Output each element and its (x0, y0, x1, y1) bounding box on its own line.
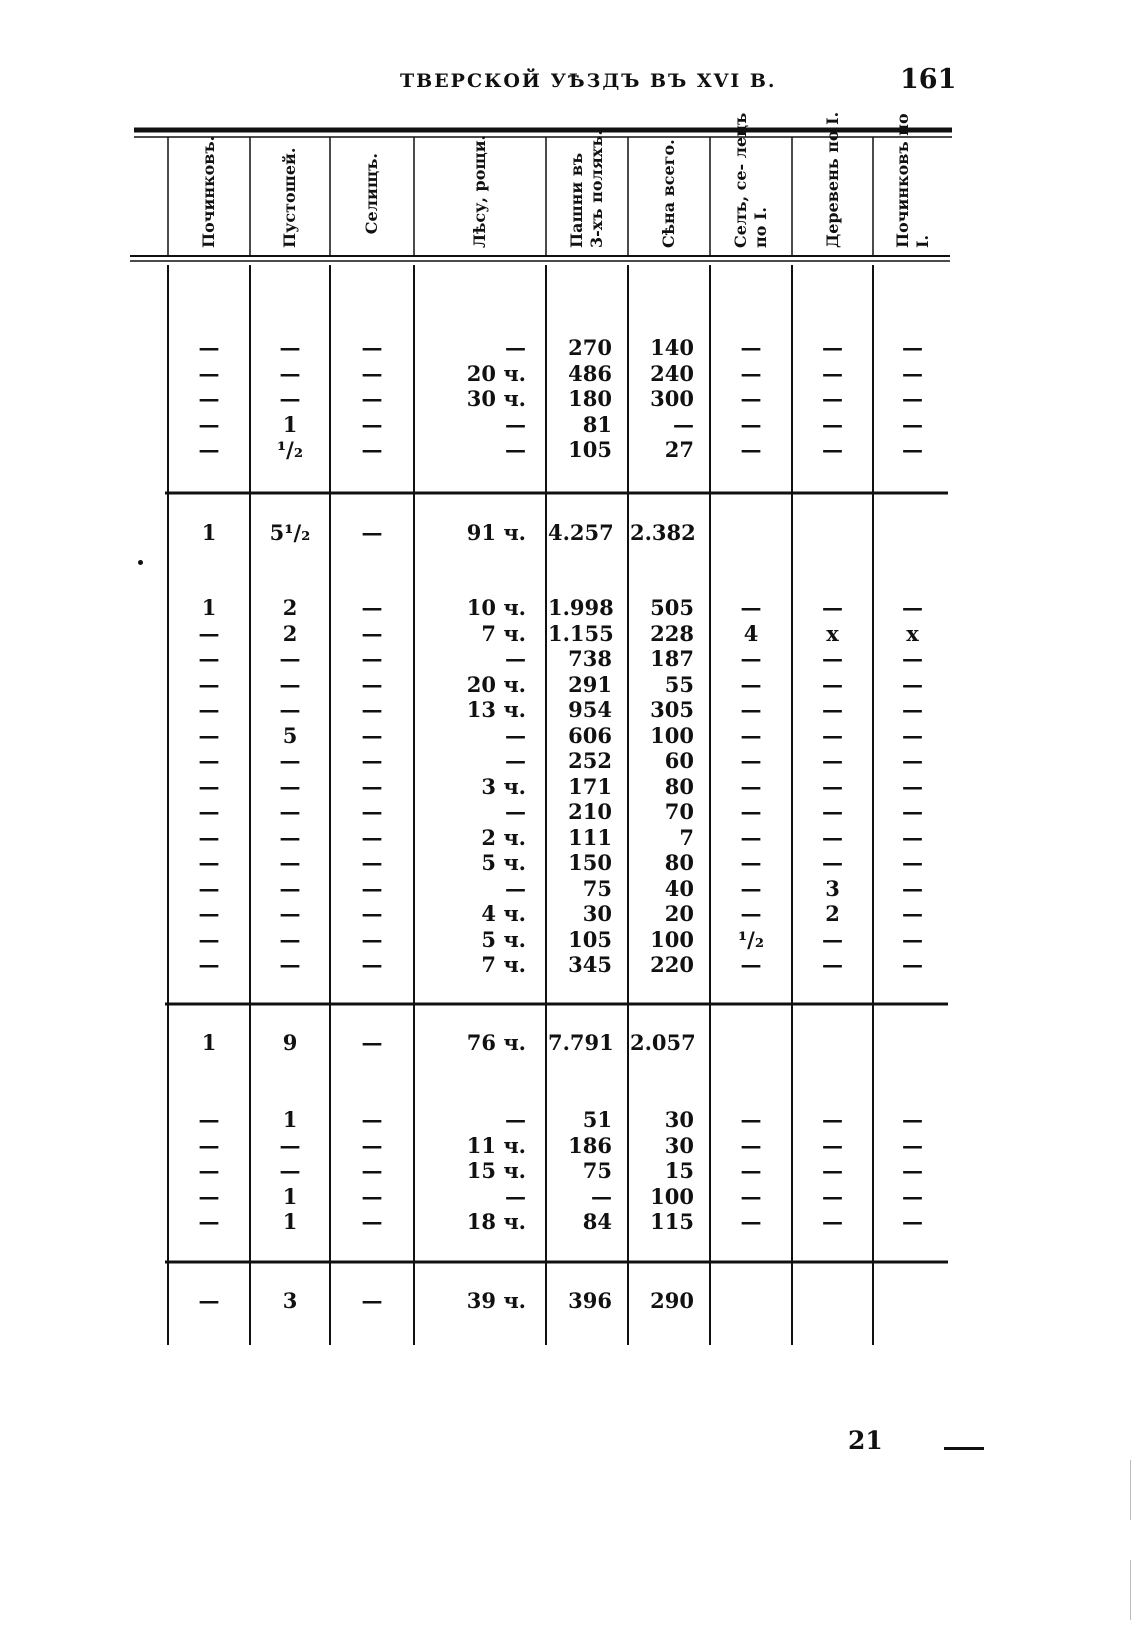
table-row-cell: — (361, 799, 383, 824)
table-row-cell: 80 (664, 773, 694, 799)
table-row-cell: 60 (664, 748, 694, 773)
table-row-cell: — (822, 595, 843, 620)
page-title: ТВЕРСКОЙ УѢЗДЪ ВЪ XVI В. (400, 70, 777, 92)
table-row-cell: — (902, 952, 923, 977)
column-header-text: I. (912, 234, 932, 248)
table-row-cell: — (198, 1158, 220, 1183)
table-row-cell: — (198, 722, 220, 748)
table-row-cell: — (902, 437, 923, 462)
total-row-cell: 2.057 (630, 1030, 696, 1055)
table-row-cell: — (902, 697, 923, 722)
table-row-cell: — (279, 952, 301, 977)
table-row-cell: 20 (664, 901, 694, 926)
table-row-cell: 81 (582, 411, 612, 437)
margin-dot (138, 560, 143, 565)
table-row-cell: 70 (664, 799, 694, 824)
table-row-cell: — (198, 1132, 220, 1158)
table-row-cell: — (902, 360, 923, 386)
table-row-cell: 186 (568, 1132, 612, 1158)
table-row-cell: x (906, 620, 919, 646)
table-row-cell: — (361, 335, 383, 360)
table-row-cell: — (740, 1209, 762, 1234)
table-row-cell: 40 (664, 875, 694, 901)
table-row-cell: 100 (650, 722, 694, 748)
table-row-cell: — (361, 595, 383, 620)
table-row-cell: — (902, 386, 923, 411)
table-row-cell: 20 ч. (466, 360, 526, 386)
total-row-cell: — (361, 1030, 383, 1055)
table-row-cell: ¹/₂ (737, 926, 765, 952)
table-row-cell: — (822, 926, 843, 952)
table-row-cell: — (822, 646, 843, 671)
table-row-cell: — (279, 799, 301, 824)
table-row-cell: 3 (825, 875, 840, 901)
table-row-cell: — (822, 952, 843, 977)
total-row-cell: 396 (568, 1288, 612, 1313)
table-row-cell: 187 (650, 646, 694, 671)
table-row-cell: — (822, 411, 843, 437)
table-row-cell: — (198, 411, 220, 437)
table-row-cell: — (505, 748, 526, 773)
table-row-cell: 1 (201, 595, 217, 620)
table-row-cell: — (361, 901, 383, 926)
table-row-cell: — (198, 824, 220, 850)
table-row-cell: — (740, 748, 762, 773)
table-row-cell: — (505, 411, 526, 437)
column-header-text: Починковъ. (199, 135, 218, 248)
table-row-cell: 486 (568, 360, 612, 386)
table-row-cell: — (822, 360, 843, 386)
table-row-cell: — (505, 437, 526, 462)
table-row-cell: 2 ч. (481, 824, 526, 850)
table-row-cell: 115 (650, 1209, 694, 1234)
table-row-cell: — (279, 850, 301, 875)
table-row-cell: — (279, 748, 301, 773)
table-row-cell: — (361, 646, 383, 671)
table-row-cell: — (902, 748, 923, 773)
table-row-cell: — (822, 722, 843, 748)
table-row-cell: — (198, 1107, 220, 1132)
column-header-text: Лѣсу, рощи. (470, 134, 489, 248)
total-row-cell: 39 ч. (466, 1288, 526, 1313)
table-row-cell: — (822, 773, 843, 799)
total-row-cell: 9 (282, 1030, 298, 1055)
table-row-cell: — (279, 901, 301, 926)
table-row-cell: — (740, 335, 762, 360)
table-row-cell: — (902, 926, 923, 952)
column-header (731, 112, 826, 288)
total-row-cell: — (361, 1288, 383, 1313)
table-row-cell: — (361, 1183, 383, 1209)
signature-mark: 21 (848, 1426, 883, 1455)
table-row-cell: — (740, 595, 762, 620)
table-row-cell: 80 (664, 850, 694, 875)
table-row-cell: — (279, 671, 301, 697)
table-row-cell: — (279, 335, 301, 360)
table-row-cell: — (740, 1183, 762, 1209)
total-row-cell: 76 ч. (466, 1030, 526, 1055)
column-header-text: 3-хъ поляхъ. (587, 129, 606, 248)
table-row-cell: 84 (582, 1209, 612, 1234)
table-row-cell: 1 (282, 411, 298, 437)
table-row-cell: 220 (650, 952, 694, 977)
table-row-cell: 150 (568, 850, 612, 875)
table-row-cell: 2 (282, 620, 298, 646)
table-row-cell: — (902, 671, 923, 697)
table-row-cell: — (740, 773, 762, 799)
table-row-cell: — (902, 824, 923, 850)
table-row-cell: 1.155 (548, 620, 614, 646)
table-row-cell: — (361, 386, 383, 411)
total-row-cell: 290 (650, 1288, 694, 1313)
table-row-cell: — (902, 335, 923, 360)
total-row-cell: — (198, 1288, 220, 1313)
table-row-cell: 30 ч. (466, 386, 526, 411)
table-row-cell: — (198, 620, 220, 646)
table-row-cell: 5 ч. (481, 850, 526, 875)
table-row-cell: 15 ч. (466, 1158, 526, 1183)
table-row-cell: — (279, 1158, 301, 1183)
table-row-cell: 27 (664, 437, 694, 462)
table-row-cell: 20 ч. (466, 671, 526, 697)
table-row-cell: — (591, 1183, 612, 1209)
table-row-cell: 75 (582, 1158, 612, 1183)
table-row-cell: — (361, 722, 383, 748)
total-row-cell: 2.382 (630, 520, 696, 545)
table-row-cell: 55 (664, 671, 694, 697)
table-row-cell: 100 (650, 1183, 694, 1209)
table-row-cell: — (740, 1132, 762, 1158)
column-header-text: Пустошей. (280, 147, 299, 248)
total-row-cell: 4.257 (548, 520, 614, 545)
table-row-cell: 1.998 (548, 595, 614, 620)
table-row-cell: 228 (650, 620, 694, 646)
table-row-cell: — (740, 437, 762, 462)
table-row-cell: — (740, 1107, 762, 1132)
table-row-cell: 7 ч. (481, 620, 526, 646)
table-row-cell: — (361, 850, 383, 875)
table-row-cell: — (673, 411, 694, 437)
table-row-cell: — (198, 799, 220, 824)
total-row-cell: 7.791 (548, 1030, 614, 1055)
total-row-cell: — (361, 520, 383, 545)
table-row-cell: 30 (664, 1132, 694, 1158)
table-row-cell: — (902, 1183, 923, 1209)
table-row-cell: — (740, 799, 762, 824)
total-row-cell: 3 (282, 1288, 298, 1313)
table-row-cell: — (198, 335, 220, 360)
table-row-cell: 105 (568, 926, 612, 952)
table-row-cell: — (902, 875, 923, 901)
table-row-cell: — (740, 952, 762, 977)
table-row-cell: 111 (568, 824, 612, 850)
table-row-cell: — (740, 901, 762, 926)
table-row-cell: — (361, 1107, 383, 1132)
table-row-cell: — (198, 437, 220, 462)
table-row-cell: 954 (568, 697, 612, 722)
table-row-cell: — (822, 1132, 843, 1158)
table-row-cell: — (505, 335, 526, 360)
table-row-cell: 300 (650, 386, 694, 411)
table-row-cell: — (505, 1107, 526, 1132)
table-row-cell: — (198, 850, 220, 875)
column-header-text: Сѣна всего. (659, 139, 678, 248)
table-row-cell: — (740, 386, 762, 411)
table-row-cell: 1 (282, 1107, 298, 1132)
table-row-cell: 4 ч. (481, 901, 526, 926)
column-header-text: по I. (751, 206, 770, 248)
table-row-cell: — (822, 748, 843, 773)
table-row-cell: — (740, 1158, 762, 1183)
table-row-cell: — (361, 748, 383, 773)
table-row-cell: 505 (650, 595, 694, 620)
table-row-cell: 5 (282, 722, 298, 748)
signature-dash (944, 1447, 984, 1450)
table-row-cell: — (198, 360, 220, 386)
table-row-cell: 180 (568, 386, 612, 411)
total-row-cell: 1 (201, 520, 217, 545)
column-header (362, 153, 457, 268)
table-row-cell: — (902, 1209, 923, 1234)
table-row-cell: — (198, 926, 220, 952)
table-row-cell: — (361, 1209, 383, 1234)
table-row-cell: — (822, 824, 843, 850)
table-row-cell: — (198, 748, 220, 773)
table-row-cell: — (198, 1209, 220, 1234)
table-row-cell: 2 (825, 901, 840, 926)
table-row-cell: — (902, 722, 923, 748)
table-row-cell: — (740, 824, 762, 850)
table-row-cell: 2 (282, 595, 298, 620)
table-row-cell: — (902, 1158, 923, 1183)
column-header-text: Селъ, се- лецъ (731, 112, 750, 248)
table-row-cell: 10 ч. (466, 595, 526, 620)
table-row-cell: — (902, 411, 923, 437)
column-header-text: Селищъ. (362, 153, 381, 235)
table-row-cell: — (198, 901, 220, 926)
table-row-cell: — (198, 646, 220, 671)
table-row-cell: — (505, 875, 526, 901)
column-header (892, 113, 988, 288)
table-row-cell: — (279, 360, 301, 386)
total-row-cell: 1 (201, 1030, 217, 1055)
edge-scan-mark (1130, 1460, 1131, 1520)
table-row-cell: 30 (664, 1107, 694, 1132)
table-row-cell: 11 ч. (466, 1132, 526, 1158)
table-row-cell: 252 (568, 748, 612, 773)
table-row-cell: 51 (582, 1107, 612, 1132)
table-row-cell: — (361, 411, 383, 437)
table-row-cell: — (361, 671, 383, 697)
table-row-cell: — (361, 437, 383, 462)
edge-scan-mark (1130, 1560, 1131, 1620)
table-row-cell: — (361, 360, 383, 386)
table-row-cell: — (198, 386, 220, 411)
table-row-cell: 240 (650, 360, 694, 386)
table-row-cell: — (822, 850, 843, 875)
table-row-cell: — (361, 697, 383, 722)
table-row-cell: — (198, 671, 220, 697)
table-row-cell: — (198, 697, 220, 722)
table-row-cell: — (198, 1183, 220, 1209)
table-row-cell: — (505, 1183, 526, 1209)
column-header (567, 129, 662, 288)
table-row-cell: — (902, 1107, 923, 1132)
table-row-cell: x (826, 620, 839, 646)
page-number: 161 (900, 64, 957, 95)
table-row-cell: — (740, 850, 762, 875)
table-row-cell: — (740, 697, 762, 722)
table-row-cell: — (902, 1132, 923, 1158)
table-row-cell: 140 (650, 335, 694, 360)
table-row-cell: 5 ч. (481, 926, 526, 952)
table-row-cell: — (822, 1183, 843, 1209)
table-row-cell: — (902, 901, 923, 926)
table-row-cell: — (822, 335, 843, 360)
table-row-cell: 7 ч. (481, 952, 526, 977)
table-row-cell: 738 (568, 646, 612, 671)
table-row-cell: — (822, 697, 843, 722)
table-row-cell: — (279, 773, 301, 799)
table-row-cell: 15 (664, 1158, 694, 1183)
table-row-cell: 1 (282, 1209, 298, 1234)
table-row-cell: — (361, 875, 383, 901)
table-row-cell: 75 (582, 875, 612, 901)
table-row-cell: — (279, 386, 301, 411)
table-row-cell: — (198, 773, 220, 799)
table-row-cell: — (361, 926, 383, 952)
table-row-cell: 100 (650, 926, 694, 952)
table-row-cell: — (279, 697, 301, 722)
total-row-cell: 91 ч. (466, 520, 526, 545)
table-row-cell: — (902, 646, 923, 671)
table-row-cell: 291 (568, 671, 612, 697)
table-row-cell: — (361, 773, 383, 799)
table-row-cell: — (822, 437, 843, 462)
total-row-cell: 5¹/₂ (269, 520, 311, 545)
table-row-cell: — (740, 411, 762, 437)
table-row-cell: — (822, 799, 843, 824)
table-row-cell: 3 ч. (481, 773, 526, 799)
table-row-cell: — (279, 824, 301, 850)
table-row-cell: — (505, 646, 526, 671)
table-row-cell: — (505, 722, 526, 748)
table-row-cell: ¹/₂ (276, 437, 304, 462)
table-row-cell: — (279, 926, 301, 952)
table-row-cell: — (198, 875, 220, 901)
table-row-cell: 171 (568, 773, 612, 799)
table-row-cell: — (822, 1209, 843, 1234)
table-row-cell: 210 (568, 799, 612, 824)
table-row-cell: — (902, 850, 923, 875)
table-row-cell: 606 (568, 722, 612, 748)
table-row-cell: 18 ч. (466, 1209, 526, 1234)
table-row-cell: — (361, 952, 383, 977)
table-row-cell: — (361, 620, 383, 646)
table-row-cell: — (740, 646, 762, 671)
column-header (470, 134, 565, 268)
table-row-cell: — (822, 671, 843, 697)
table-row-cell: — (902, 595, 923, 620)
table-row-cell: 345 (568, 952, 612, 977)
table-row-cell: — (361, 824, 383, 850)
column-header-text: Деревень по I. (822, 111, 842, 248)
column-header-text: Пашни въ (567, 152, 586, 248)
table-row-cell: 7 (679, 824, 694, 850)
table-row-cell: — (740, 360, 762, 386)
table-row-cell: — (822, 386, 843, 411)
table-row-cell: 270 (568, 335, 612, 360)
table-row-cell: — (902, 799, 923, 824)
table-row-cell: 30 (582, 901, 612, 926)
table-row-cell: — (279, 1132, 301, 1158)
table-row-cell: 305 (650, 697, 694, 722)
table-row-cell: 1 (282, 1183, 298, 1209)
table-row-cell: — (740, 671, 762, 697)
column-header-text: Починковъ по (892, 113, 912, 248)
table-row-cell: — (740, 875, 762, 901)
table-row-cell: 4 (743, 620, 759, 646)
table-row-cell: — (279, 646, 301, 671)
table-row-cell: 13 ч. (466, 697, 526, 722)
table-row-cell: — (361, 1132, 383, 1158)
table-row-cell: — (505, 799, 526, 824)
table-row-cell: — (361, 1158, 383, 1183)
table-row-cell: — (822, 1107, 843, 1132)
table-row-cell: — (740, 722, 762, 748)
table-row-cell: — (198, 952, 220, 977)
table-row-cell: — (279, 875, 301, 901)
table-row-cell: 105 (568, 437, 612, 462)
table-row-cell: — (822, 1158, 843, 1183)
table-row-cell: — (902, 773, 923, 799)
